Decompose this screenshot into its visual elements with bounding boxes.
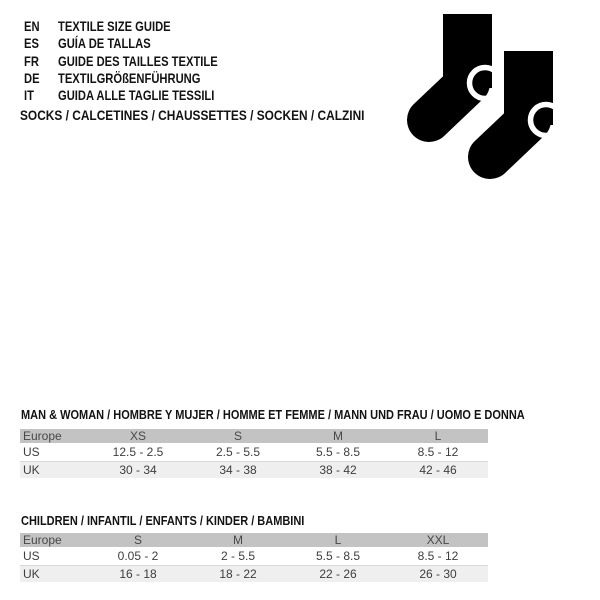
socks-icon [400,6,565,186]
size-value: 8.5 - 12 [388,547,488,566]
table-row-us [20,547,488,566]
language-label: GUIDE DES TAILLES TEXTILE [58,52,218,69]
size-value: 16 - 18 [88,566,188,583]
size-value: 26 - 30 [388,566,488,583]
size-value: 30 - 34 [88,462,188,479]
size-value: 12.5 - 2.5 [88,443,188,462]
column-header-size: L [388,429,488,443]
size-value: 22 - 26 [288,566,388,583]
row-label: UK [20,566,88,583]
language-code: DE [24,69,40,86]
size-value: 38 - 42 [288,462,388,479]
table-row-us [20,443,488,462]
adults-table-title: MAN & WOMAN / HOMBRE Y MUJER / HOMME ET FEMME / MANN UND FRAU / UOMO E DONNA [21,408,525,422]
size-value: 8.5 - 12 [388,443,488,462]
size-value: 42 - 46 [388,462,488,479]
language-label: GUIDA ALLE TAGLIE TESSILI [58,87,215,104]
size-value: 0.05 - 2 [88,547,188,566]
column-header-size: XS [88,429,188,443]
language-label: GUÍA DE TALLAS [58,35,151,52]
language-row-es [0,35,258,52]
language-code: FR [24,52,39,69]
table-row-uk [20,566,488,583]
column-header-size: S [188,429,288,443]
column-header-size: M [288,429,388,443]
language-list [0,18,258,104]
row-label: US [20,547,88,566]
column-header-region: Europe [20,533,88,547]
children-header-row [20,533,488,547]
language-label: TEXTILGRÖßENFÜHRUNG [58,69,201,86]
language-code: ES [24,35,39,52]
language-code: IT [24,87,34,104]
size-value: 34 - 38 [188,462,288,479]
language-row-en [0,18,258,35]
language-code: EN [24,18,40,34]
size-value: 2 - 5.5 [188,547,288,566]
column-header-size: M [188,533,288,547]
children-size-table [20,533,488,582]
language-row-de [0,70,258,87]
column-header-size: S [88,533,188,547]
adults-header-row [20,429,488,443]
size-value: 5.5 - 8.5 [288,547,388,566]
table-row-uk [20,462,488,479]
category-title: SOCKS / CALCETINES / CHAUSSETTES / SOCKEN / CALZINI [20,107,365,123]
adults-size-table [20,429,488,478]
row-label: UK [20,462,88,479]
size-value: 5.5 - 8.5 [288,443,388,462]
column-header-size: XXL [388,533,488,547]
column-header-region: Europe [20,429,88,443]
language-row-fr [0,53,258,70]
children-table-title: CHILDREN / INFANTIL / ENFANTS / KINDER / BAMBINI [21,514,305,528]
column-header-size: L [288,533,388,547]
row-label: US [20,443,88,462]
size-value: 2.5 - 5.5 [188,443,288,462]
language-row-it [0,87,258,104]
size-value: 18 - 22 [188,566,288,583]
language-label: TEXTILE SIZE GUIDE [58,18,171,34]
